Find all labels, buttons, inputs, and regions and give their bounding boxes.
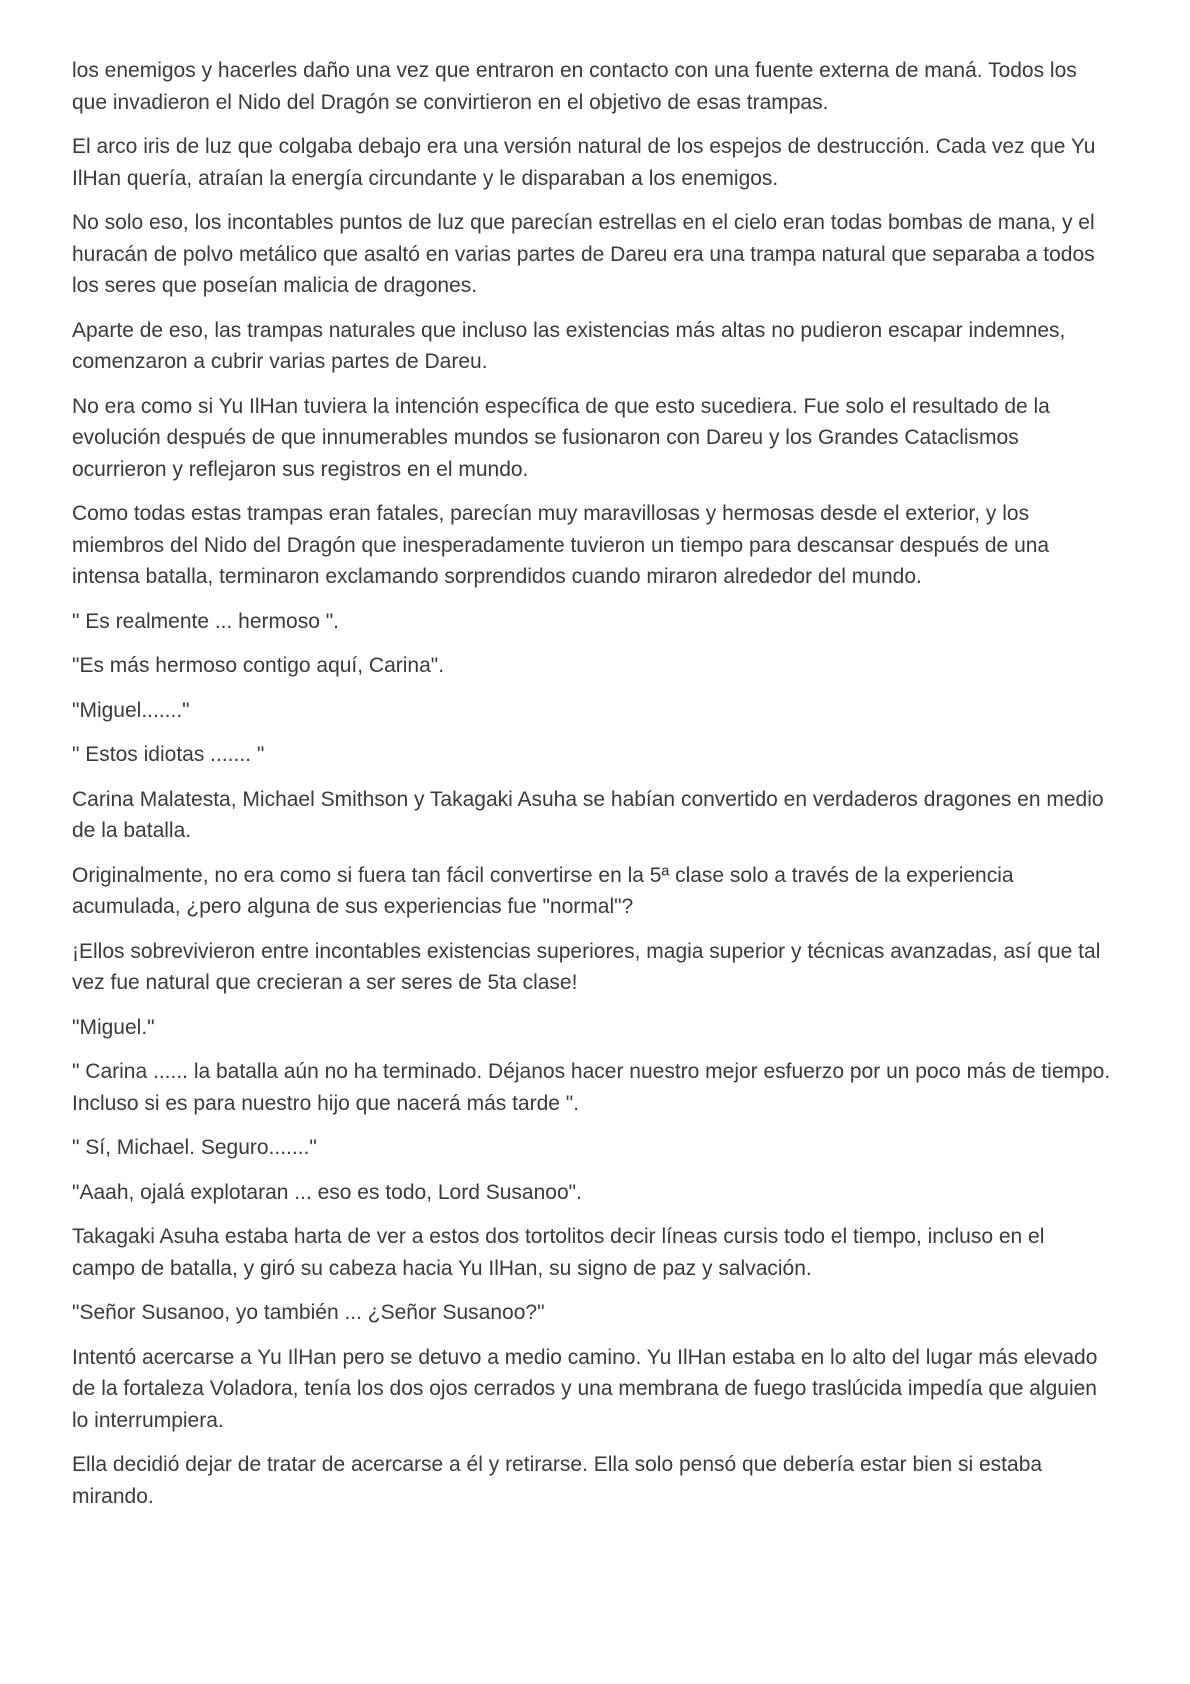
dialogue-line-5: "Miguel." bbox=[72, 1015, 155, 1039]
paragraph-11: Intentó acercarse a Yu IlHan pero se detuvo a medio camino. Yu IlHan estaba en lo alto del lugar más elevado de la fortaleza Voladora, tenía los dos ojos cerrados y una membrana de fuego traslúcida impedía que alguien lo interrumpiera. bbox=[72, 1345, 1098, 1432]
paragraph-12: Ella decidió dejar de tratar de acercarse a él y retirarse. Ella solo pensó que debería estar bien si estaba mirando. bbox=[72, 1453, 1043, 1508]
paragraph-4: Aparte de eso, las trampas naturales que incluso las existencias más altas no pudieron escapar indemnes, comenzaron a cubrir varias partes de Dareu. bbox=[72, 318, 1066, 373]
paragraph-7: Carina Malatesta, Michael Smithson y Takagaki Asuha se habían convertido en verdaderos dragones en medio de la batalla. bbox=[72, 787, 1104, 842]
dialogue-line-8: "Aaah, ojalá explotaran ... eso es todo, Lord Susanoo". bbox=[72, 1180, 582, 1204]
dialogue-line-1: " Es realmente ... hermoso ". bbox=[72, 609, 340, 633]
paragraph-2: El arco iris de luz que colgaba debajo era una versión natural de los espejos de destrucción. Cada vez que Yu IlHan quería, atraían la energía circundante y le disparaban a los enemigos. bbox=[72, 135, 1096, 190]
paragraph-6: Como todas estas trampas eran fatales, parecían muy maravillosas y hermosas desde el exterior, y los miembros del Nido del Dragón que inesperadamente tuvieron un tiempo para descansar después de una intensa batalla, terminaron exclamando sorprendidos cuando miraron alrededor del mundo. bbox=[72, 502, 1050, 588]
document-page bbox=[72, 55, 1112, 1525]
dialogue-line-3: "Miguel......." bbox=[72, 698, 190, 722]
dialogue-line-6: " Carina ...... la batalla aún no ha terminado. Déjanos hacer nuestro mejor esfuerzo por un poco más de tiempo. Incluso si es para nuestro hijo que nacerá más tarde ". bbox=[72, 1060, 1111, 1115]
paragraph-3: No solo eso, los incontables puntos de luz que parecían estrellas en el cielo eran todas bombas de mana, y el huracán de polvo metálico que asaltó en varias partes de Dareu era una trampa natural que separaba a todos los seres que poseían malicia de dragones. bbox=[72, 211, 1095, 297]
paragraph-8: Originalmente, no era como si fuera tan fácil convertirse en la 5ª clase solo a través de la experiencia acumulada, ¿pero alguna de sus experiencias fue "normal"? bbox=[72, 863, 1014, 918]
paragraph-1: los enemigos y hacerles daño una vez que entraron en contacto con una fuente externa de maná. Todos los que invadieron el Nido del Dragón se convirtieron en el objetivo de esas trampas. bbox=[72, 59, 1077, 114]
dialogue-line-7: " Sí, Michael. Seguro......." bbox=[72, 1136, 317, 1159]
paragraph-9: ¡Ellos sobrevivieron entre incontables existencias superiores, magia superior y técnicas avanzadas, así que tal vez fue natural que crecieran a ser seres de 5ta clase! bbox=[72, 939, 1101, 994]
paragraph-10: Takagaki Asuha estaba harta de ver a estos dos tortolitos decir líneas cursis todo el tiempo, incluso en el campo de batalla, y giró su cabeza hacia Yu IlHan, su signo de paz y salvación. bbox=[72, 1225, 1045, 1280]
paragraph-5: No era como si Yu IlHan tuviera la intención específica de que esto sucediera. Fue solo el resultado de la evolución después de que innumerables mundos se fusionaron con Dareu y los Grandes Cataclismos ocurrieron y reflejaron sus registros en el mundo. bbox=[72, 394, 1050, 481]
dialogue-line-4: " Estos idiotas ....... " bbox=[72, 743, 265, 766]
dialogue-line-2: "Es más hermoso contigo aquí, Carina". bbox=[72, 654, 445, 677]
dialogue-line-9: "Señor Susanoo, yo también ... ¿Señor Susanoo?" bbox=[72, 1301, 545, 1324]
